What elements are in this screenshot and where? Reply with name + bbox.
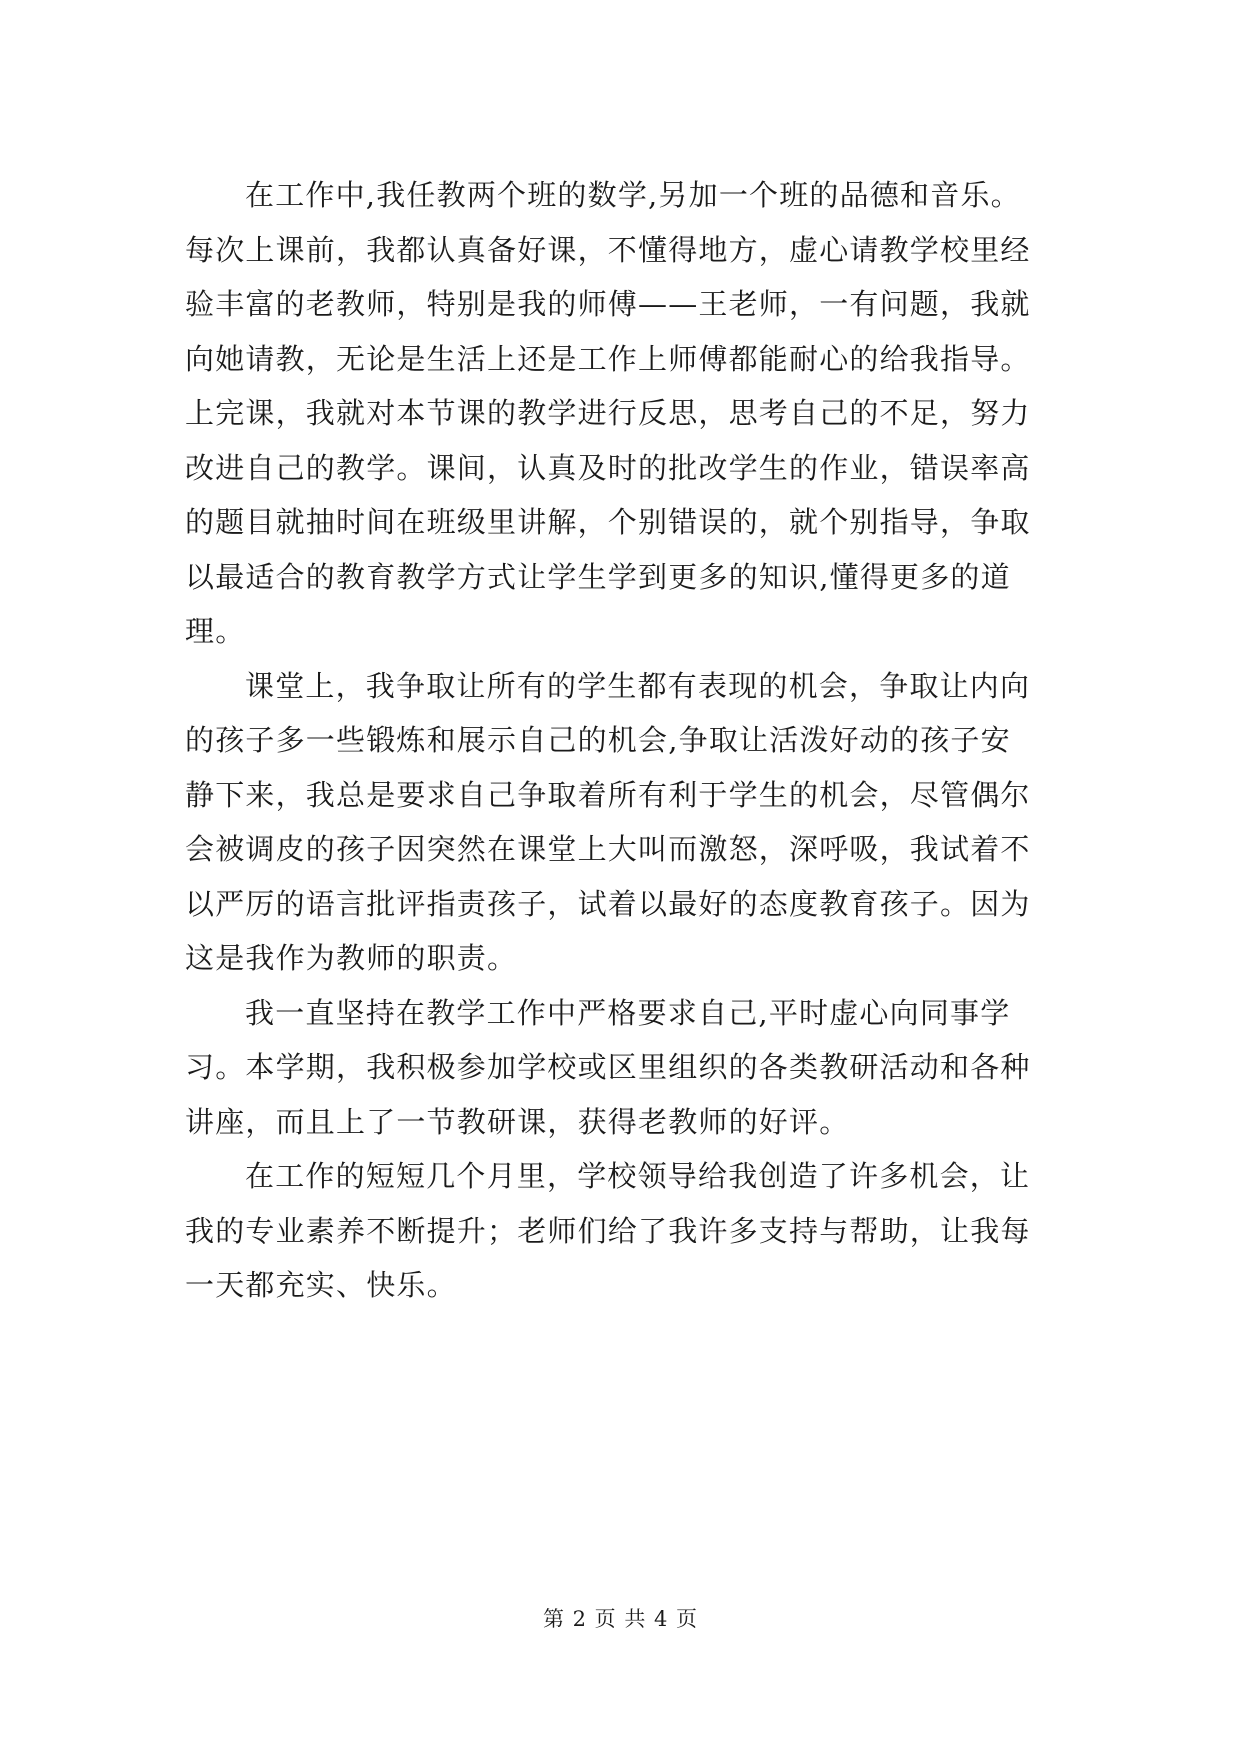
text-line: 一天都充实、快乐。 <box>185 1268 457 1302</box>
paragraph <box>185 986 1075 1150</box>
paragraph <box>185 1149 1075 1313</box>
text-line: 以严厉的语言批评指责孩子，试着以最好的态度教育孩子。因为 <box>185 886 1031 921</box>
text-line: 改进自己的教学。课间，认真及时的批改学生的作业，错误率高 <box>185 450 1031 485</box>
text-line: 验丰富的老教师，特别是我的师傅——王老师，一有问题，我就 <box>185 287 1031 321</box>
text-line: 以最适合的教育教学方式让学生学到更多的知识,懂得更多的道 <box>185 559 1011 594</box>
page-number-footer: 第 2 页 共 4 页 <box>542 1607 699 1631</box>
text-line: 我的专业素养不断提升；老师们给了我许多支持与帮助，让我每 <box>185 1213 1031 1248</box>
body-text <box>185 168 1075 1313</box>
text-line: 向她请教，无论是生活上还是工作上师傅都能耐心的给我指导。 <box>185 341 1031 376</box>
text-line: 静下来，我总是要求自己争取着所有利于学生的机会，尽管偶尔 <box>185 777 1031 812</box>
text-line: 会被调皮的孩子因突然在课堂上大叫而激怒，深呼吸，我试着不 <box>185 832 1031 866</box>
text-line: 每次上课前，我都认真备好课，不懂得地方，虚心请教学校里经 <box>185 232 1031 267</box>
text-line: 在工作中,我任教两个班的数学,另加一个班的品德和音乐。 <box>245 178 1021 212</box>
text-line: 上完课，我就对本节课的教学进行反思，思考自己的不足，努力 <box>185 396 1031 430</box>
text-line: 的孩子多一些锻炼和展示自己的机会,争取让活泼好动的孩子安 <box>185 723 1011 757</box>
text-line: 理。 <box>185 614 246 648</box>
text-line: 课堂上，我争取让所有的学生都有表现的机会，争取让内向 <box>245 668 1031 703</box>
text-line: 在工作的短短几个月里，学校领导给我创造了许多机会，让 <box>245 1159 1031 1193</box>
paragraph <box>185 659 1075 986</box>
text-line: 我一直坚持在教学工作中严格要求自己,平时虚心向同事学 <box>245 995 1011 1030</box>
text-line: 的题目就抽时间在班级里讲解，个别错误的，就个别指导，争取 <box>185 505 1031 539</box>
text-line: 讲座，而且上了一节教研课，获得老教师的好评。 <box>185 1104 850 1139</box>
text-line: 这是我作为教师的职责。 <box>185 941 518 975</box>
text-line: 习。本学期，我积极参加学校或区里组织的各类教研活动和各种 <box>185 1050 1031 1084</box>
paragraph <box>185 168 1075 659</box>
